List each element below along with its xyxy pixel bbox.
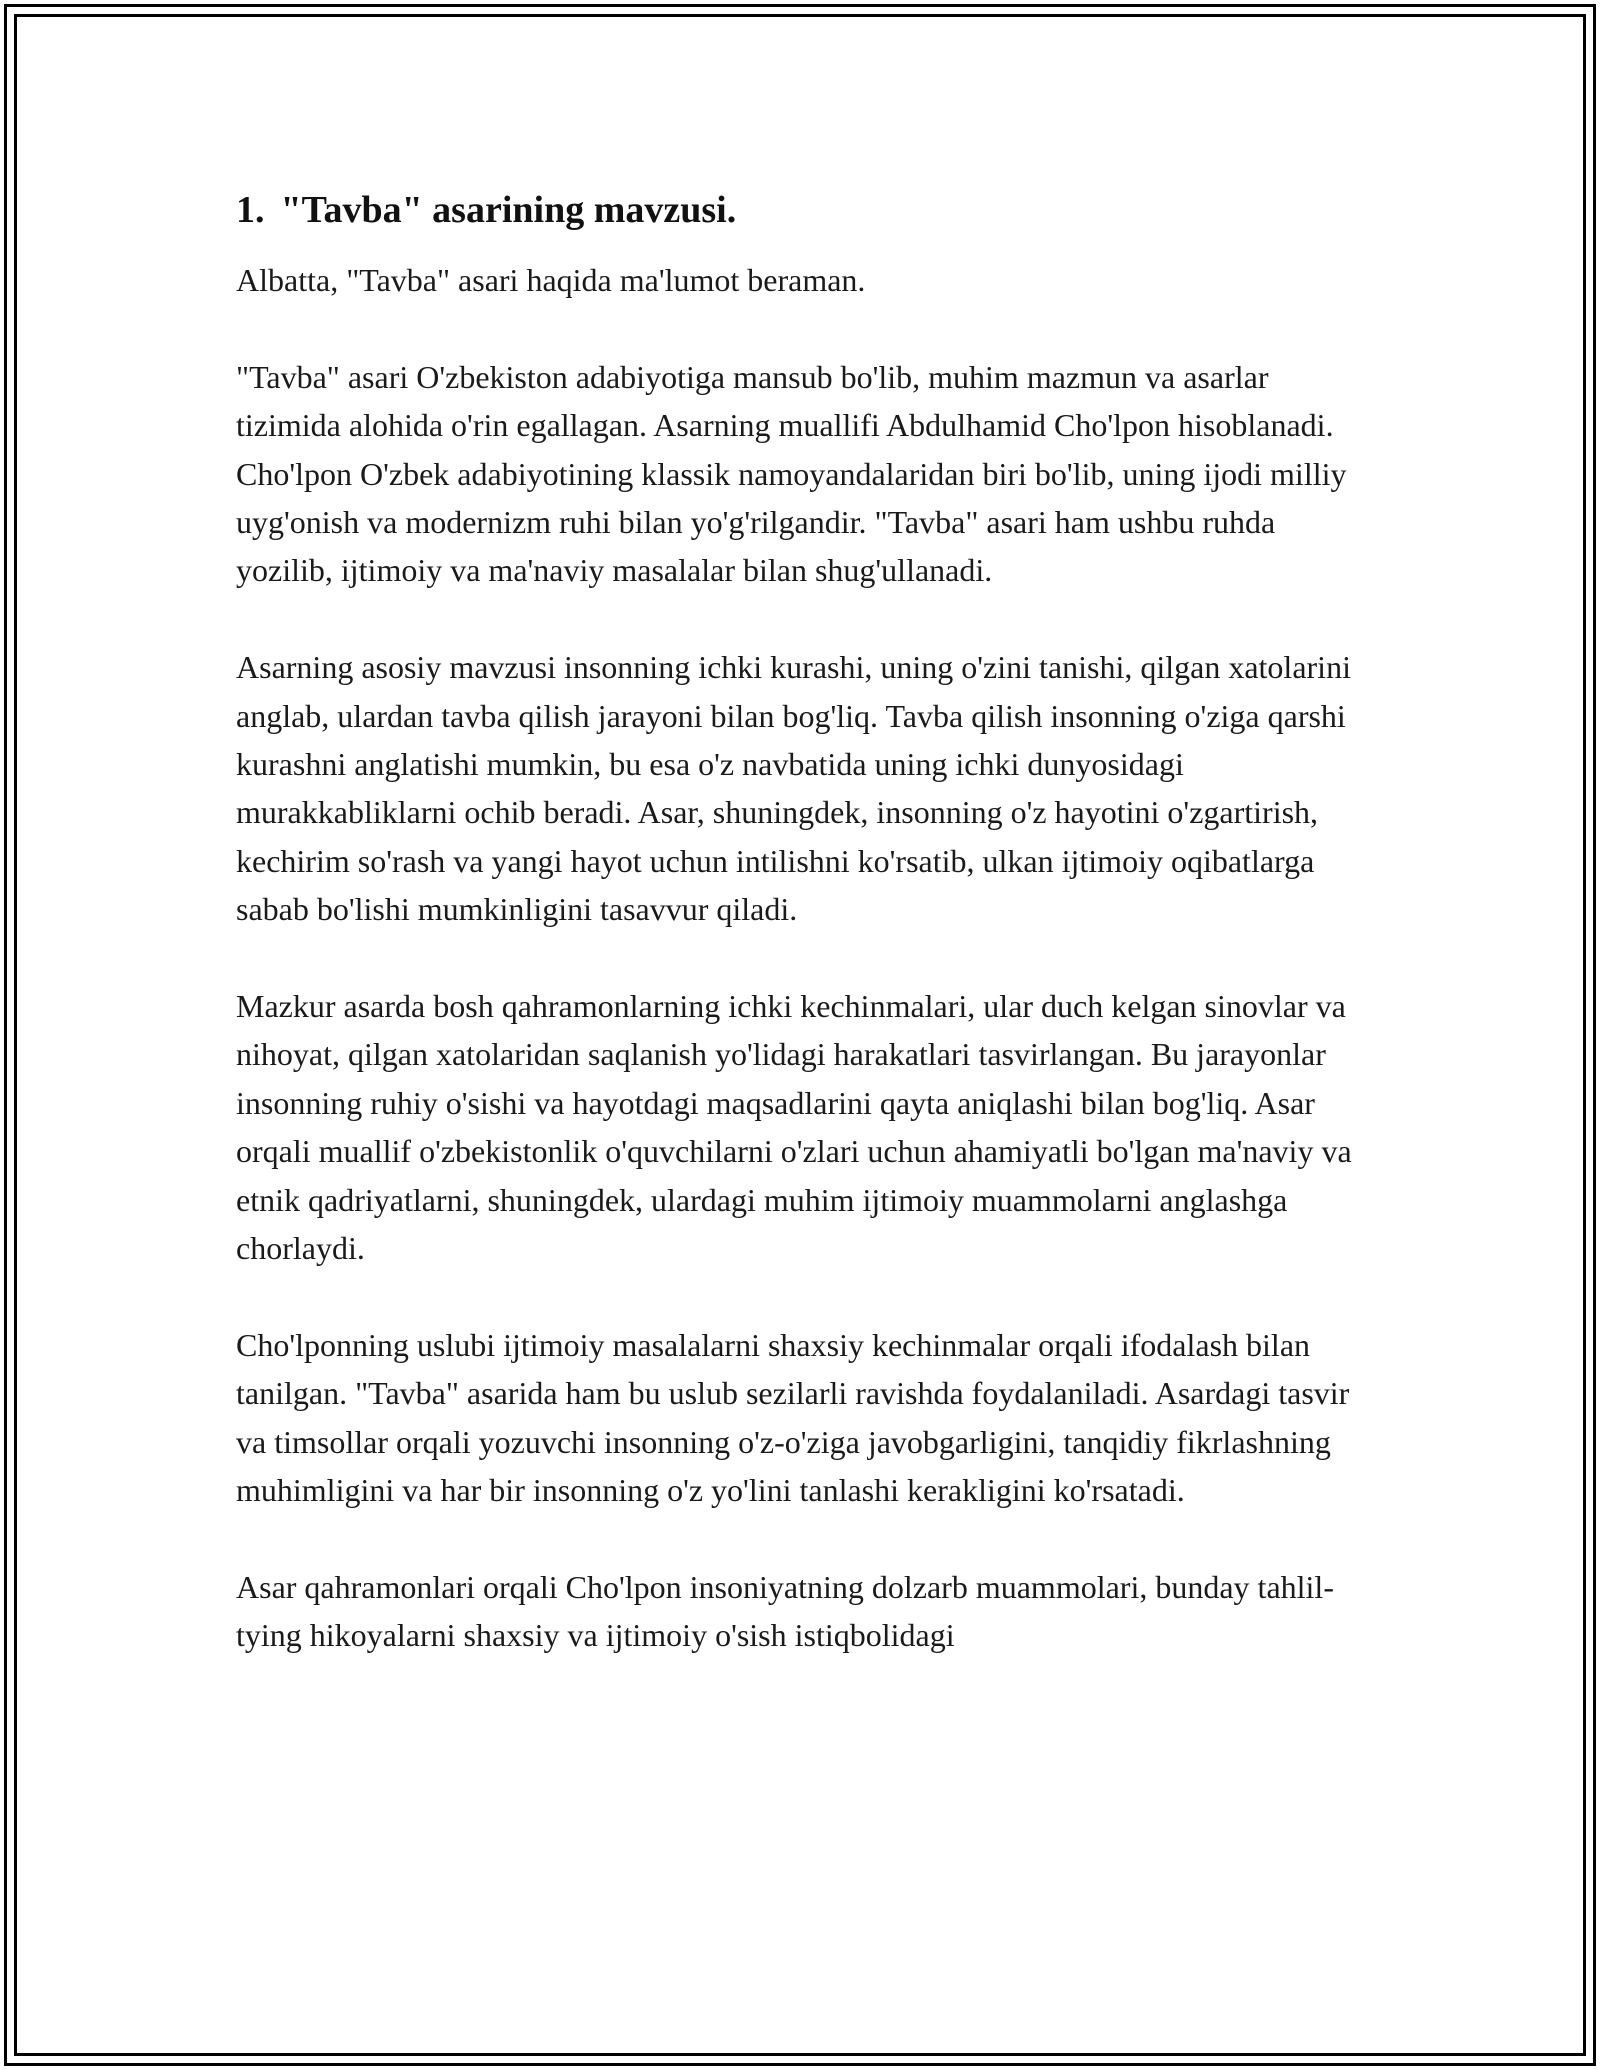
paragraph-intro: Albatta, "Tavba" asari haqida ma'lumot beraman.	[236, 262, 866, 298]
paragraph-theme: Asarning asosiy mavzusi insonning ichki kurashi, uning o'zini tanishi, qilgan xatolarini anglab, ulardan tavba qilish jarayoni bilan bog'liq. Tavba qilish insonning o'ziga qarshi kurashni anglatishi mumkin, bu esa o'z navbatida uning ichki dunyosidagi murakkabliklarni ochib beradi. Asar, shuningdek, insonning o'z hayotini o'zgartirish, kechirim so'rash va yangi hayot uchun intilishni ko'rsatib, ulkan ijtimoiy oqibatlarga sabab bo'lishi mumkinligini tasavvur qiladi.	[236, 649, 1351, 928]
paragraph-author: "Tavba" asari O'zbekiston adabiyotiga mansub bo'lib, muhim mazmun va asarlar tizimida alohida o'rin egallagan. Asarning muallifi Abdulhamid Cho'lpon hisoblanadi. Cho'lpon O'zbek adabiyotining klassik namoyandalaridan biri bo'lib, uning ijodi milliy uyg'onish va modernizm ruhi bilan yo'g'rilgandir. "Tavba" asari ham ushbu ruhda yozilib, ijtimoiy va ma'naviy masalalar bilan shug'ullanadi.	[236, 358, 1347, 589]
section-number: 1.	[236, 189, 265, 231]
document-body	[236, 186, 1376, 1708]
section-heading	[236, 186, 1376, 234]
paragraph-characters: Mazkur asarda bosh qahramonlarning ichki kechinmalari, ular duch kelgan sinovlar va nihoyat, qilgan xatolaridan saqlanish yo'lidagi harakatlari tasvirlangan. Bu jarayonlar insonning ruhiy o'sishi va hayotdagi maqsadlarini qayta aniqlashi bilan bog'liq. Asar orqali muallif o'zbekistonlik o'quvchilarni o'zlari uchun ahamiyatli bo'lgan ma'naviy va etnik qadriyatlarni, shuningdek, ulardagi muhim ijtimoiy muammolarni anglashga chorlaydi.	[236, 988, 1352, 1267]
paragraph-conclusion: Asar qahramonlari orqali Cho'lpon insoniyatning dolzarb muammolari, bunday tahlil-tying hikoyalarni shaxsiy va ijtimoiy o'sish istiqbolidagi	[236, 1568, 1334, 1654]
section-title: "Tavba" asarining mavzusi.	[280, 189, 737, 231]
paragraph-style: Cho'lponning uslubi ijtimoiy masalalarni shaxsiy kechinmalar orqali ifodalash bilan tanilgan. "Tavba" asarida ham bu uslub sezilarli ravishda foydalaniladi. Asardagi tasvir va timsollar orqali yozuvchi insonning o'z-o'ziga javobgarligini, tanqidiy fikrlashning muhimligini va har bir insonning o'z yo'lini tanlashi kerakligini ko'rsatadi.	[236, 1326, 1350, 1509]
